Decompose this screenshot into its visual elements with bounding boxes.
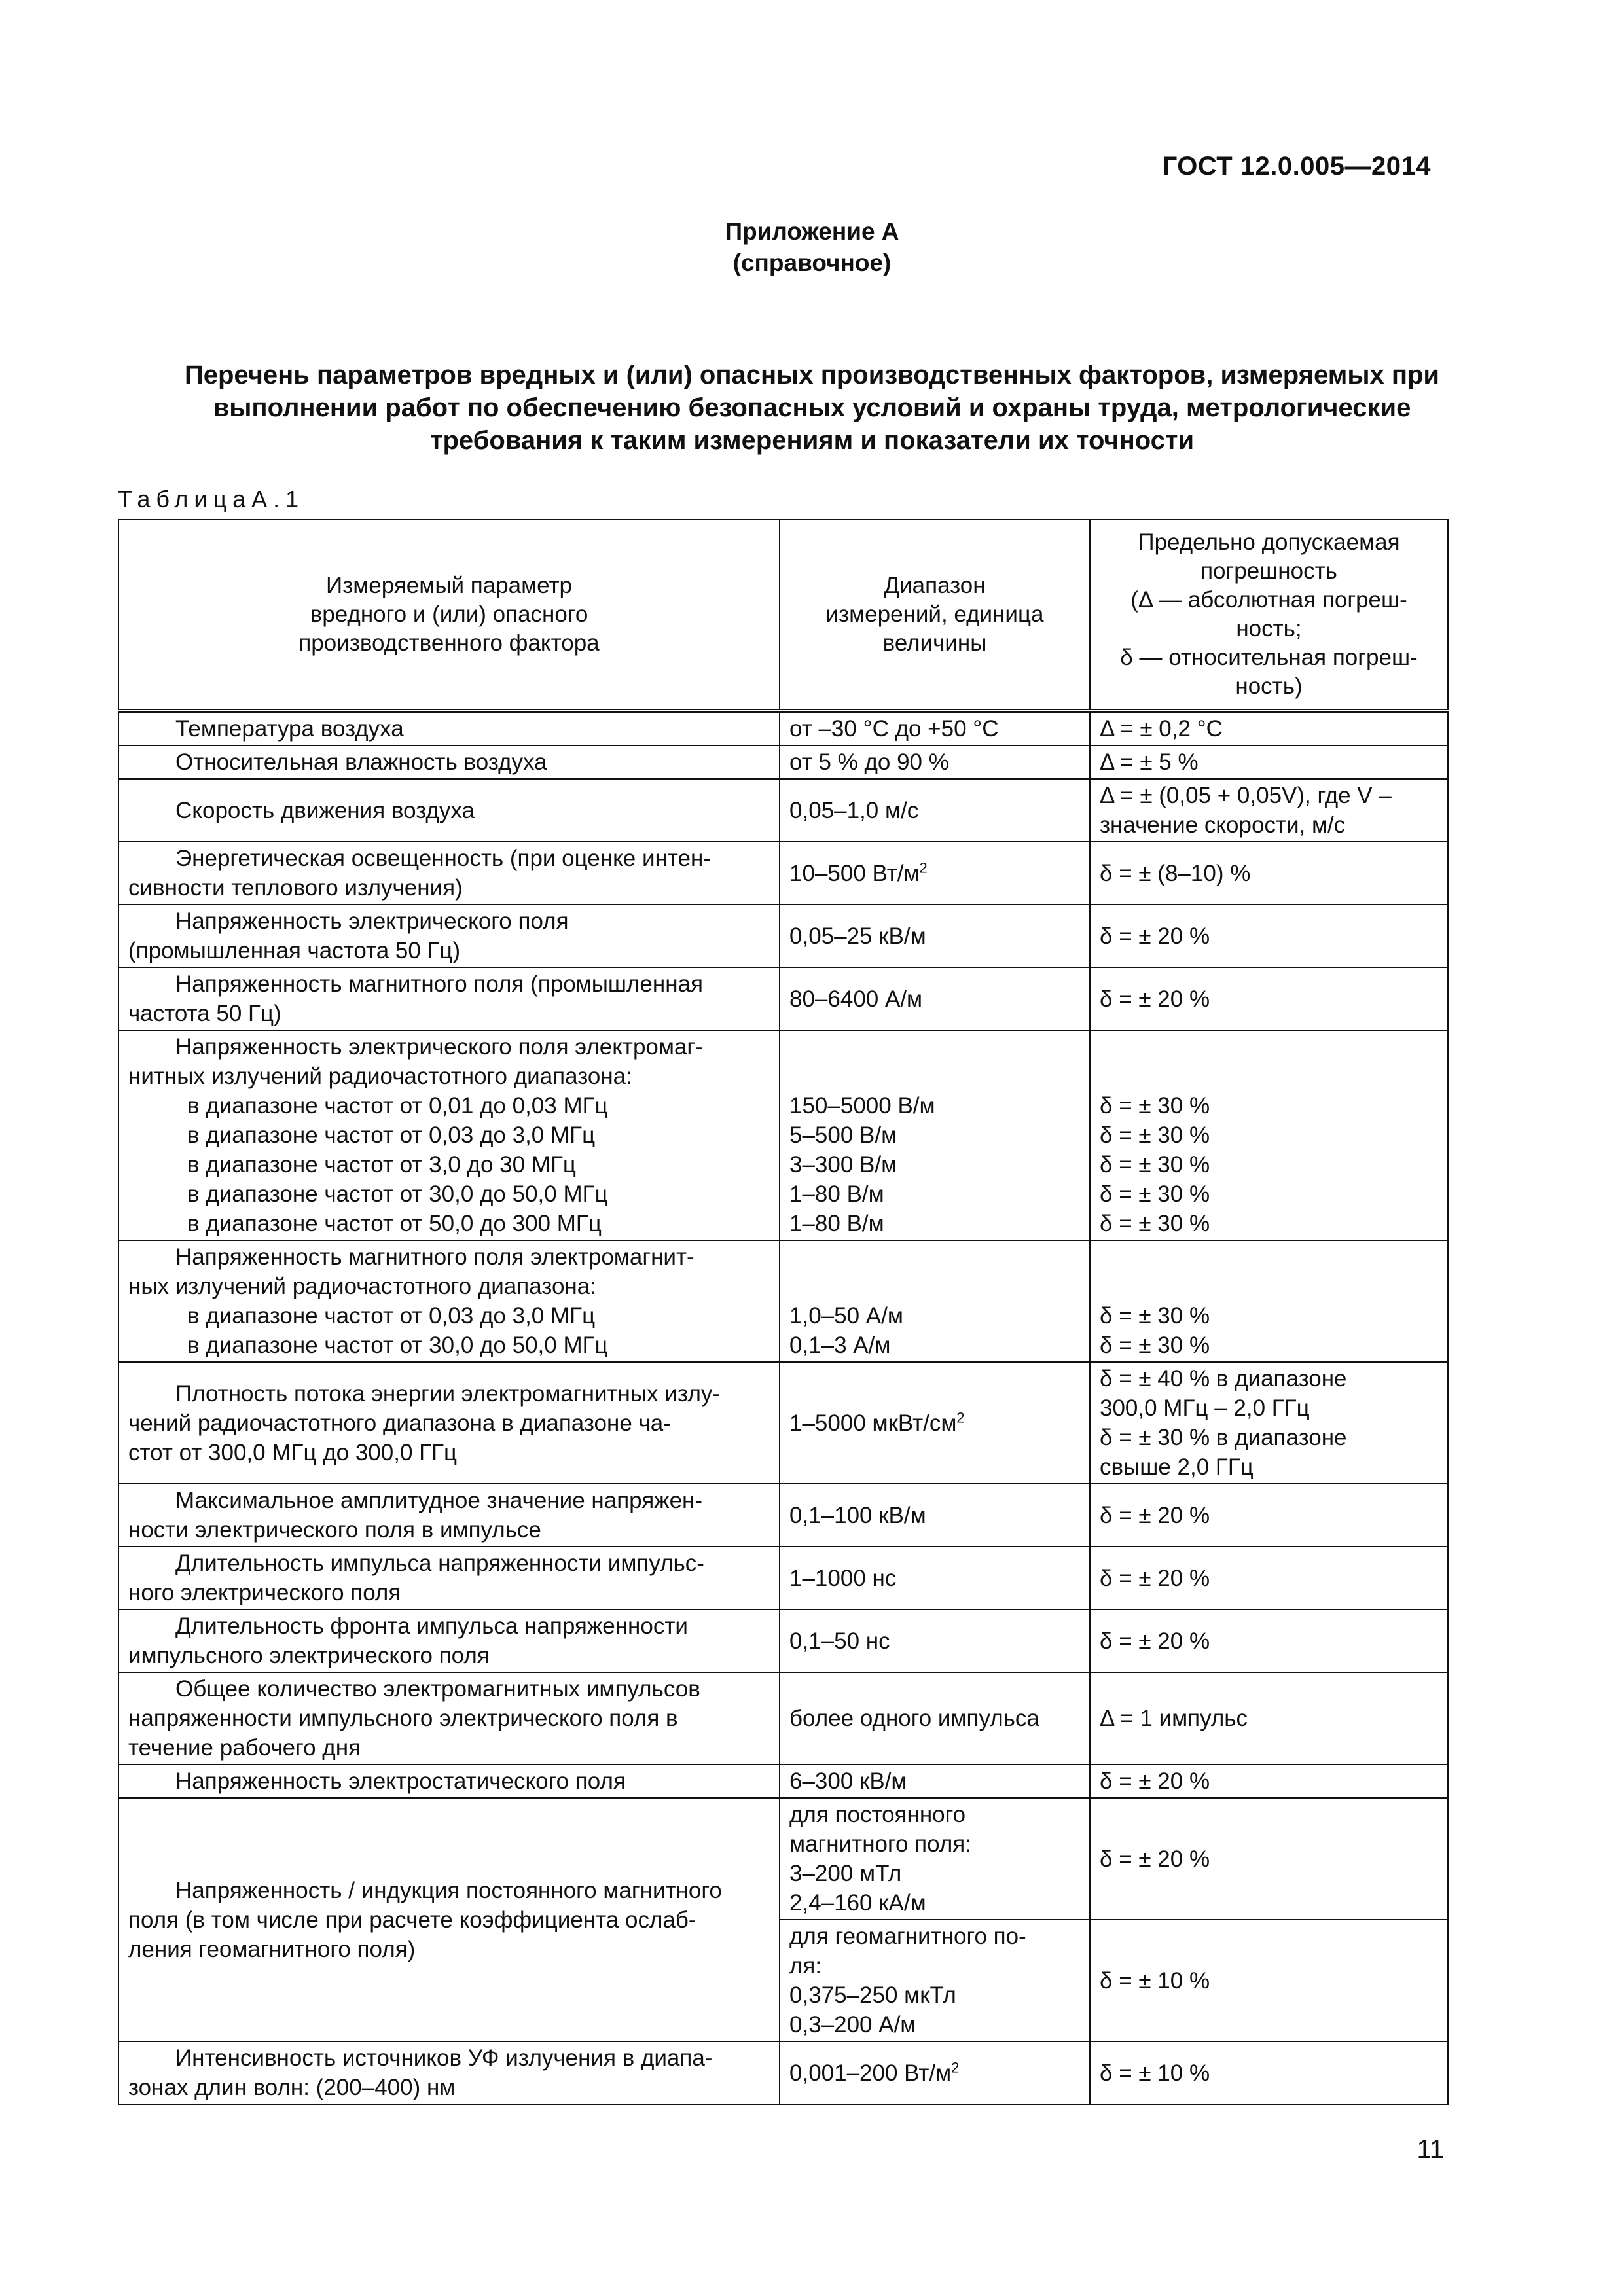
table-row [118,711,1448,745]
error-cell: Δ = ± (0,05 + 0,05V), где V – значение скорости, м/с [1090,779,1448,842]
range-cell: от –30 °С до +50 °С [780,711,1090,745]
error-cell: δ = ± 20 % [1090,1547,1448,1609]
param-cell: Энергетическая освещенность (при оценке интен- сивности теплового излучения) [118,842,780,905]
table-body [118,711,1448,2104]
range-cell: 0,001–200 $Вт/м^2$ [780,2041,1090,2104]
page-number: 11 [1416,2135,1444,2164]
param-cell: Напряженность магнитного поля (промышленная частота 50 Гц) [118,967,780,1030]
error-cell: δ = ± (8–10) % [1090,842,1448,905]
table-row [118,1362,1448,1484]
range-cell: для постоянного магнитного поля: 3–200 мТл 2,4–160 кА/м [780,1798,1090,1920]
title-line: Перечень параметров вредных и (или) опасных производственных факторов, измеряемых при [184,361,1440,389]
table-row [118,1547,1448,1609]
param-cell: Скорость движения воздуха [118,779,780,842]
title-line: требования к таким измерениям и показатели их точности [429,426,1195,455]
error-cell: δ = ± 20 % [1090,905,1448,967]
document-code: ГОСТ 12.0.005—2014 [1162,152,1431,181]
table-row [118,967,1448,1030]
header-param: Измеряемый параметр вредного и (или) опасного производственного фактора [118,520,780,711]
param-cell: Плотность потока энергии электромагнитных излу- чений радиочастотного диапазона в диапазоне ча- стот от 300,0 МГц до 300,0 ГГц [118,1362,780,1484]
appendix-subtitle: (справочное) [732,249,892,276]
table-row [118,1765,1448,1798]
table-row [118,905,1448,967]
table-row [118,2041,1448,2104]
error-cell: δ = ± 20 % [1090,1484,1448,1547]
error-cell: δ = ± 20 % [1090,1798,1448,1920]
range-cell: 80–6400 А/м [780,967,1090,1030]
table-row [118,1798,1448,1920]
range-cell: 10–500 $Вт/м^2$ [780,842,1090,905]
range-cell: 0,1–50 нс [780,1609,1090,1672]
table-caption: ТаблицаА.1 [118,486,305,512]
param-cell: Интенсивность источников УФ излучения в диапа- зонах длин волн: (200–400) нм [118,2041,780,2104]
error-cell: δ = ± 20 % [1090,1609,1448,1672]
param-cell: Максимальное амплитудное значение напряжен- ности электрического поля в импульсе [118,1484,780,1547]
range-cell: 6–300 кВ/м [780,1765,1090,1798]
range-cell: для геомагнитного по- ля: 0,375–250 мкТл 0,3–200 А/м [780,1920,1090,2041]
range-cell: 0,05–25 кВ/м [780,905,1090,967]
param-cell: Напряженность электростатического поля [118,1765,780,1798]
param-cell: Напряженность магнитного поля электромагнит- ных излучений радиочастотного диапазона: в диапазоне частот от 0,03 до 3,0 МГц в диапазоне частот от 30,0 до 50,0 МГц [118,1240,780,1362]
parameters-table [118,519,1449,2105]
range-cell: 0,1–100 кВ/м [780,1484,1090,1547]
document-title [105,359,1519,457]
table-row [118,1484,1448,1547]
error-cell: δ = ± 10 % [1090,1920,1448,2041]
param-cell: Температура воздуха [118,711,780,745]
table-row [118,745,1448,779]
param-cell: Напряженность электрического поля (промышленная частота 50 Гц) [118,905,780,967]
table-row [118,1609,1448,1672]
error-cell: δ = ± 30 % δ = ± 30 % [1090,1240,1448,1362]
header-error: Предельно допускаемая погрешность (Δ — абсолютная погреш- ность; δ — относительная погреш- ность) [1090,520,1448,711]
title-line: выполнении работ по обеспечению безопасных условий и охраны труда, метрологические [213,393,1411,422]
table-row [118,842,1448,905]
header-range: Диапазон измерений, единица величины [780,520,1090,711]
error-cell: δ = ± 20 % [1090,1765,1448,1798]
range-cell: от 5 % до 90 % [780,745,1090,779]
range-cell: более одного импульса [780,1672,1090,1765]
param-cell: Длительность фронта импульса напряженности импульсного электрического поля [118,1609,780,1672]
table-header-row [118,520,1448,711]
range-cell: 1,0–50 А/м 0,1–3 А/м [780,1240,1090,1362]
range-cell: 0,05–1,0 м/с [780,779,1090,842]
param-cell: Напряженность / индукция постоянного магнитного поля (в том числе при расчете коэффициента ослаб- ления геомагнитного поля) [118,1798,780,2041]
param-cell: Длительность импульса напряженности импульс- ного электрического поля [118,1547,780,1609]
error-cell: δ = ± 10 % [1090,2041,1448,2104]
appendix-heading [0,216,1624,279]
error-cell: δ = ± 20 % [1090,967,1448,1030]
error-cell: δ = ± 40 % в диапазоне 300,0 МГц – 2,0 ГГц δ = ± 30 % в диапазоне свыше 2,0 ГГц [1090,1362,1448,1484]
range-cell: 150–5000 В/м 5–500 В/м 3–300 В/м 1–80 В/м 1–80 В/м [780,1030,1090,1240]
table-row [118,779,1448,842]
error-cell: Δ = 1 импульс [1090,1672,1448,1765]
error-cell: δ = ± 30 % δ = ± 30 % δ = ± 30 % δ = ± 30 % δ = ± 30 % [1090,1030,1448,1240]
range-cell: 1–1000 нс [780,1547,1090,1609]
error-cell: Δ = ± 5 % [1090,745,1448,779]
param-cell: Напряженность электрического поля электромаг- нитных излучений радиочастотного диапазона: в диапазоне частот от 0,01 до 0,03 МГц в диапазоне частот от 0,03 до 3,0 МГц в диапазоне частот от 3,0 до 30 МГц в диапазоне частот от 30,0 до 50,0 МГц в диапазоне частот от 50,0 до 300 МГц [118,1030,780,1240]
param-cell: Общее количество электромагнитных импульсов напряженности импульсного электрического поля в течение рабочего дня [118,1672,780,1765]
error-cell: Δ = ± 0,2 °С [1090,711,1448,745]
appendix-title: Приложение А [725,218,899,245]
table-row [118,1672,1448,1765]
range-cell: 1–5000 мкВт/$см^2$ [780,1362,1090,1484]
table-row [118,1240,1448,1362]
param-cell: Относительная влажность воздуха [118,745,780,779]
table-row [118,1030,1448,1240]
